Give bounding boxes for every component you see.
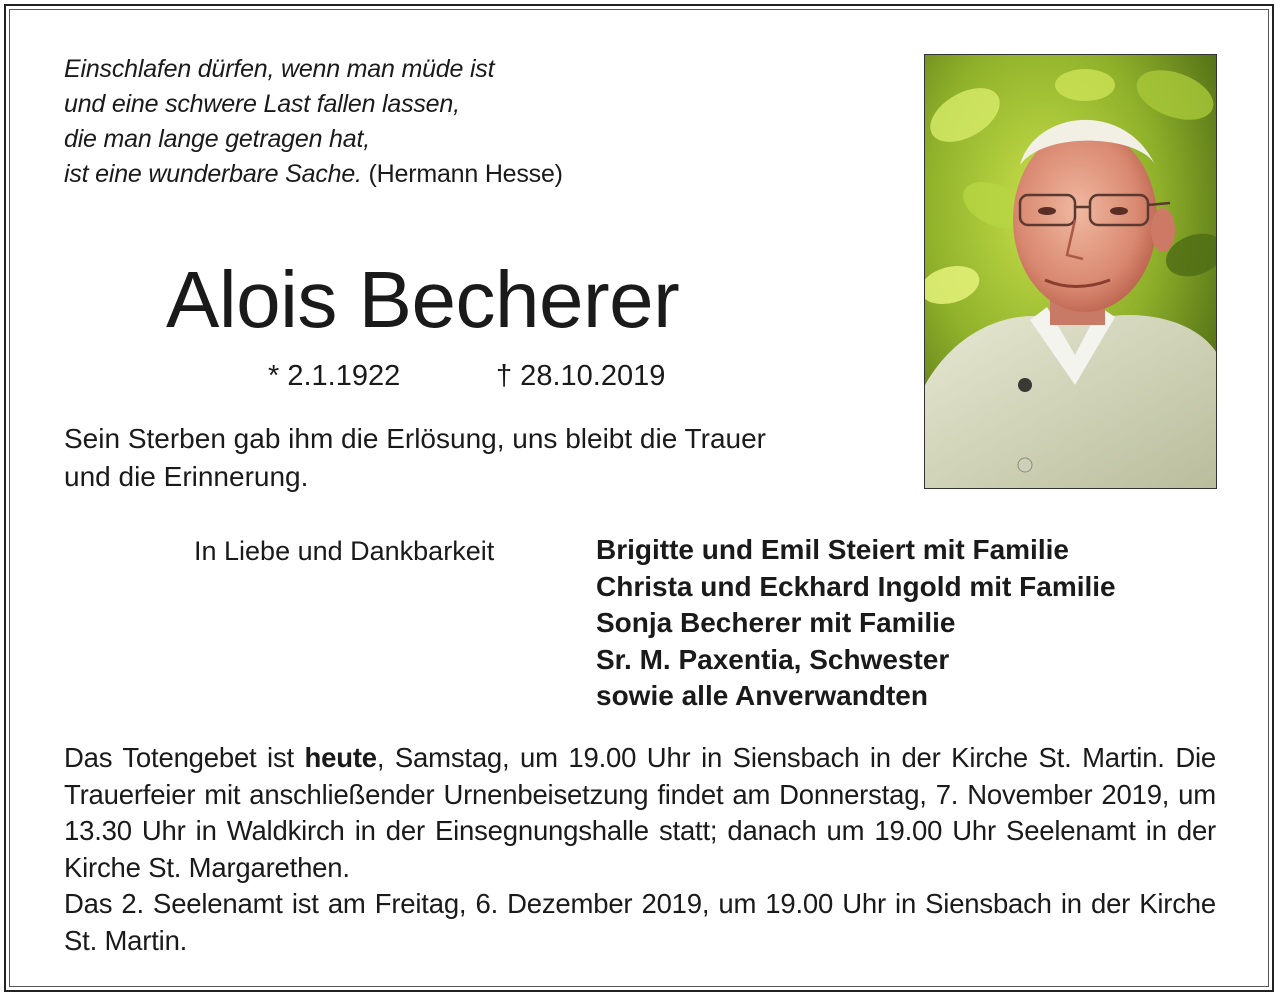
mourner-item: Sonja Becherer mit Familie — [596, 607, 956, 638]
mourners-list — [596, 532, 1116, 715]
service-text: Das Totengebet ist — [64, 742, 305, 773]
quote-line: Einschlafen dürfen, wenn man müde ist — [64, 55, 495, 83]
mourner-item: Christa und Eckhard Ingold mit Familie — [596, 570, 1116, 602]
service-paragraph: Das 2. Seelenamt ist am Freitag, 6. Dezember 2019, um 19.00 Uhr in Siensbach in der Kirche St. Martin. — [64, 888, 1216, 956]
deceased-name: Alois Becherer — [166, 255, 680, 344]
mourner-item: sowie alle Anverwandten — [596, 680, 928, 711]
portrait-photo — [924, 54, 1217, 489]
service-details — [64, 740, 1216, 959]
service-emphasis: heute — [304, 742, 377, 773]
portrait-illustration — [925, 55, 1217, 489]
statement-line: und die Erinnerung. — [64, 461, 309, 492]
service-text: , Samstag, um 19.00 Uhr in Siensbach in der Kirche St. Martin. Die Trauerfeier mit anschließender Urnenbeisetzung findet am Donnerstag, 7. November 2019, um 13.30 Uhr in Waldkirch in der Einsegnungshalle statt; danach um 19.00 Uhr Seelenamt in der Kirche St. Margarethen. — [64, 742, 1216, 883]
death-date: † 28.10.2019 — [496, 360, 666, 392]
birth-date: * 2.1.1922 — [268, 360, 401, 392]
mourner-item: Brigitte und Emil Steiert mit Familie — [596, 534, 1069, 565]
mourner-item: Sr. M. Paxentia, Schwester — [596, 643, 950, 675]
quote — [64, 52, 563, 192]
statement-line: Sein Sterben gab ihm die Erlösung, uns bleibt die Trauer — [64, 423, 766, 454]
quote-line — [64, 157, 563, 192]
service-paragraph — [64, 740, 1216, 886]
quote-author: (Hermann Hesse) — [368, 160, 563, 188]
statement — [64, 420, 914, 496]
quote-line: und eine schwere Last fallen lassen, — [64, 90, 460, 118]
love-label: In Liebe und Dankbarkeit — [194, 536, 495, 566]
quote-line-text: ist eine wunderbare Sache. — [64, 160, 362, 188]
quote-line: die man lange getragen hat, — [64, 125, 370, 153]
